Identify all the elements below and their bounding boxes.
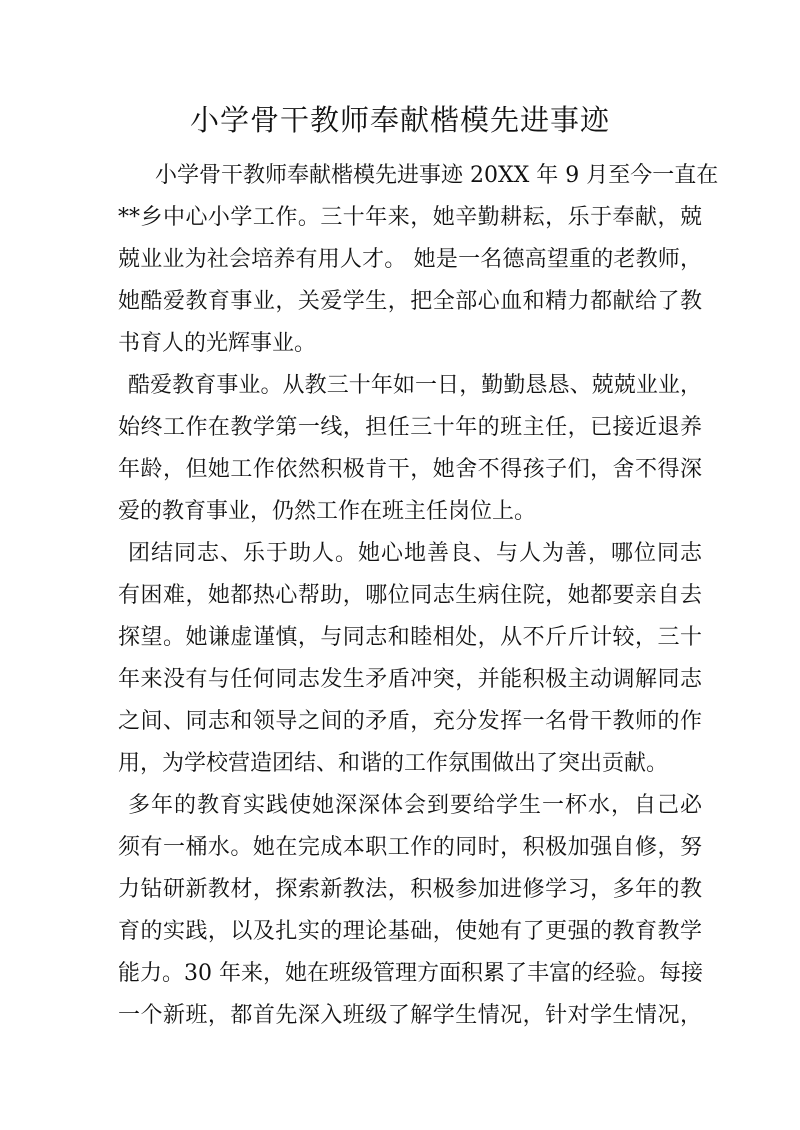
text-line: 用，为学校营造团结、和谐的工作氛围做出了突出贡献。 [118,751,669,776]
text-line: 始终工作在教学第一线，担任三十年的班主任，已接近退养 [118,415,702,440]
paragraph-2 [118,365,702,533]
text-line: 一个新班，都首先深入班级了解学生情况，针对学生情况， [118,1003,702,1028]
document-body [118,155,719,1037]
text-line: 兢业业为社会培养有用人才。 她是一名德高望重的老教师， [118,247,702,272]
paragraph-1 [118,155,719,365]
text-line: 探望。她谦虚谨慎，与同志和睦相处，从不斤斤计较，三十 [118,625,702,650]
text-line: 育的实践，以及扎实的理论基础，使她有了更强的教育教学 [118,919,702,944]
text-line: 书育人的光辉事业。 [118,331,317,356]
text-line: 年来没有与任何同志发生矛盾冲突，并能积极主动调解同志 [118,667,702,692]
text-line: 小学骨干教师奉献楷模先进事迹 20XX 年 9 月至今一直在 [155,163,719,188]
text-line: 年龄，但她工作依然积极肯干，她舍不得孩子们，舍不得深 [118,457,702,482]
text-line: **乡中心小学工作。三十年来，她辛勤耕耘，乐于奉献，兢 [118,205,702,230]
text-line: 须有一桶水。她在完成本职工作的同时，积极加强自修，努 [118,835,702,860]
text-line: 力钻研新教材，探索新教法，积极参加进修学习，多年的教 [118,877,702,902]
text-line: 之间、同志和领导之间的矛盾，充分发挥一名骨干教师的作 [118,709,702,734]
text-line: 酷爱教育事业。从教三十年如一日，勤勤恳恳、兢兢业业， [128,373,702,398]
text-line: 有困难，她都热心帮助，哪位同志生病住院，她都要亲自去 [118,583,702,608]
text-line: 爱的教育事业，仍然工作在班主任岗位上。 [118,499,537,524]
text-line: 团结同志、乐于助人。她心地善良、与人为善，哪位同志 [128,541,702,566]
text-line: 多年的教育实践使她深深体会到要给学生一杯水，自己必 [128,793,702,818]
document-title: 小学骨干教师奉献楷模先进事迹 [189,103,610,137]
paragraph-3 [118,533,702,785]
paragraph-4 [118,785,702,1037]
text-line: 能力。30 年来，她在班级管理方面积累了丰富的经验。每接 [118,961,703,986]
text-line: 她酷爱教育事业，关爱学生，把全部心血和精力都献给了教 [118,289,702,314]
